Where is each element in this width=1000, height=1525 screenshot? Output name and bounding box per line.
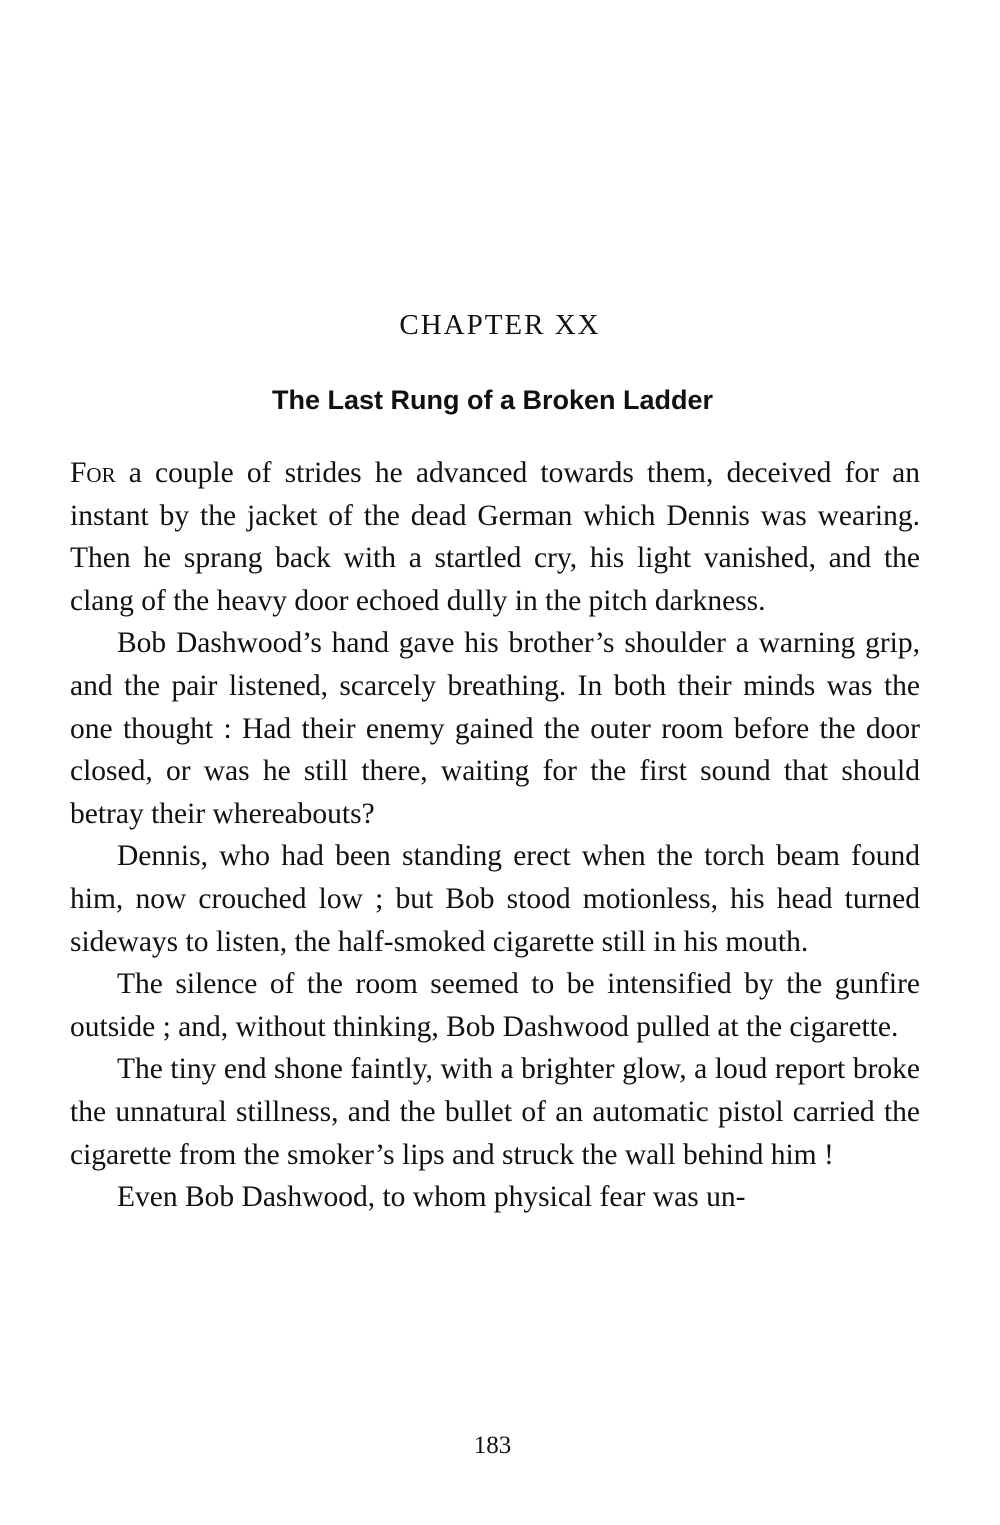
chapter-title: The Last Rung of a Broken Ladder	[271, 385, 714, 415]
chapter-heading: CHAPTER XX	[399, 309, 601, 341]
paragraph	[70, 452, 920, 622]
page-number: 183	[473, 1432, 512, 1459]
paragraph: Bob Dashwood’s hand gave his brother’s shoulder a warning grip, and the pair listened, scarcely breathing. In both their minds was the one thought : Had their enemy gained the outer room before the door closed, or was he still there, waiting for the first sound that should betray their whereabouts?	[70, 627, 920, 830]
paragraph: The silence of the room seemed to be intensified by the gunfire outside ; and, without thinking, Bob Dashwood pulled at the cigarette.	[70, 968, 920, 1043]
paragraph-lead-word: For	[70, 457, 116, 489]
paragraph: Even Bob Dashwood, to whom physical fear was un-	[117, 1181, 746, 1214]
paragraph: Dennis, who had been standing erect when the torch beam found him, now crouched low ; but Bob stood motionless, his head turned sideways to listen, the half-smoked cigarette still in his mouth.	[70, 840, 920, 958]
paragraph-text: a couple of strides he advanced towards them, deceived for an instant by the jacket of the dead German which Dennis was wearing. Then he sprang back with a startled cry, his light vanished, and the clang of the heavy door echoed dully in the pitch darkness.	[70, 457, 920, 617]
chapter-body	[70, 452, 920, 1219]
paragraph: The tiny end shone faintly, with a brighter glow, a loud report broke the unnatural stillness, and the bullet of an automatic pistol carried the cigarette from the smoker’s lips and struck the wall behind him !	[70, 1053, 920, 1171]
